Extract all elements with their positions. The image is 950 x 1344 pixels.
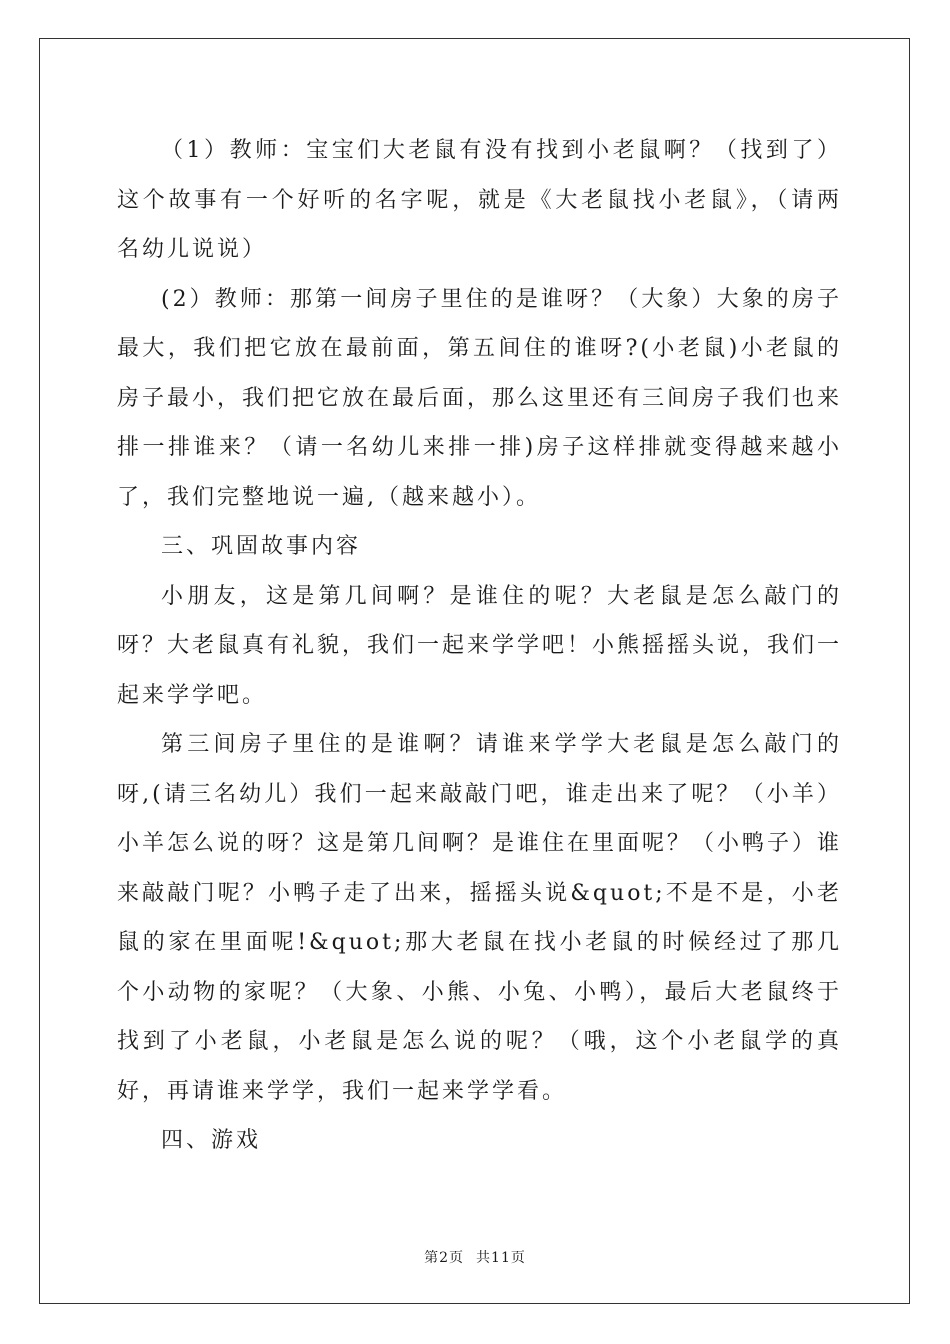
paragraph-which-room: 小朋友，这是第几间啊？是谁住的呢？大老鼠是怎么敲门的呀？大老鼠真有礼貌，我们一起来学学吧！小熊摇摇头说，我们一起来学学吧。 [117, 583, 843, 708]
paragraph-teacher-question-2: (2）教师：那第一间房子里住的是谁呀？（大象）大象的房子最大，我们把它放在最前面，第五间住的谁呀?(小老鼠)小老鼠的房子最小，我们把它放在最后面，那么这里还有三间房子我们也来排一排谁来？（请一名幼儿来排一排)房子这样排就变得越来越小了，我们完整地说一遍,（越来越小）。 [117, 286, 843, 510]
document-body [117, 126, 842, 1166]
page-total: 共11页 [476, 1250, 526, 1266]
paragraph-teacher-question-1: （1）教师：宝宝们大老鼠有没有找到小老鼠啊？（找到了）这个故事有一个好听的名字呢，就是《大老鼠找小老鼠》，（请两名幼儿说说） [117, 138, 842, 262]
section-heading-game: 四、游戏 [161, 1128, 262, 1153]
page-number: 第2页 [424, 1250, 465, 1266]
section-heading-consolidate: 三、巩固故事内容 [161, 534, 362, 559]
paragraph-third-room: 第三间房子里住的是谁啊？请谁来学学大老鼠是怎么敲门的呀,(请三名幼儿）我们一起来敲敲门吧，谁走出来了呢？（小羊）小羊怎么说的呀？这是第几间啊？是谁住在里面呢？（小鸭子）谁来敲敲门呢？小鸭子走了出来，摇摇头说&quot;不是不是，小老鼠的家在里面呢!&quot;那大老鼠在找小老鼠的时候经过了那几个小动物的家呢？（大象、小熊、小兔、小鸭），最后大老鼠终于找到了小老鼠，小老鼠是怎么说的呢？（哦，这个小老鼠学的真好，再请谁来学学，我们一起来学学看。 [117, 732, 843, 1104]
page-footer [0, 1247, 950, 1267]
